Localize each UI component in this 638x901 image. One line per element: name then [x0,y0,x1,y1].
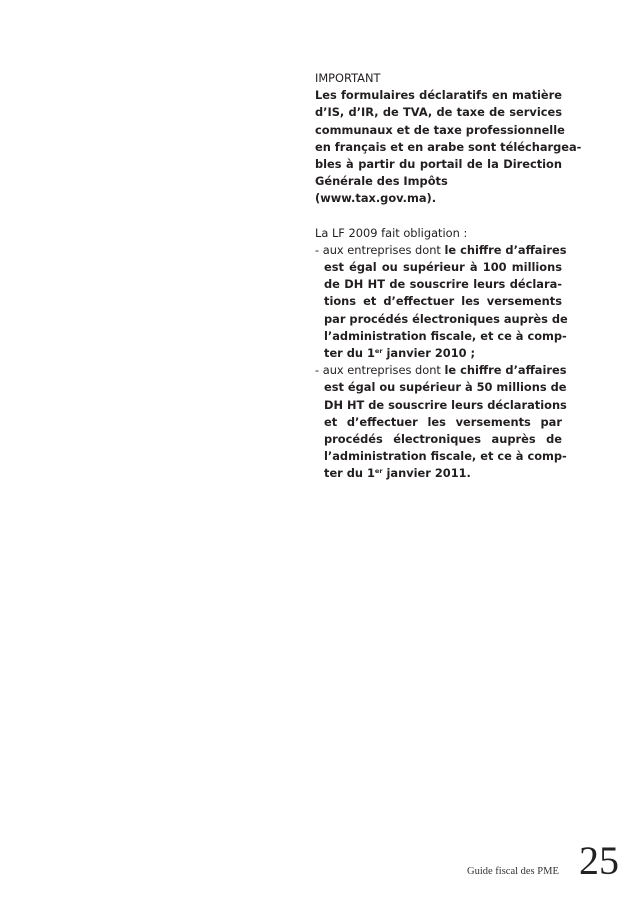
item2-date-a: ter du 1 [324,466,375,481]
item2-line-3: DH HT de souscrire leurs déclarations [324,397,567,412]
important-line-3: communaux et de taxe professionnelle [315,122,565,137]
text-column [315,70,582,483]
item2-date-b: janvier 2011. [382,466,471,481]
page-number: 25 [579,838,619,883]
item2-line-6: l’administration fiscale, et ce à comp- [324,449,567,464]
obligation-item-2 [315,362,567,482]
important-line-2: d’IS, d’IR, de TVA, de taxe de services [315,105,562,120]
item2-prefix: - aux entreprises dont [315,363,445,378]
important-line-7: (www.tax.gov.ma). [315,191,437,206]
item1-line-7 [315,345,562,362]
item2-line-7 [315,465,562,482]
important-line-6: Générale des Impôts [315,174,448,189]
item1-date-b: janvier 2010 ; [382,346,476,361]
item1-line-6: l’administration fiscale, et ce à comp- [324,328,567,343]
item2-line-2: est égal ou supérieur à 50 millions de [324,380,567,395]
item1-line-3: de DH HT de souscrire leurs déclara- [324,277,562,292]
item1-line-2: est égal ou supérieur à 100 millions [324,260,562,275]
item1-line-5: par procédés électroniques auprès de [324,311,568,326]
item2-bold-start: le chiffre d’affaires [444,363,567,378]
footer-guide-title: Guide fiscal des PME [467,866,559,877]
important-notice [315,87,582,207]
item1-line-4: tions et d’effectuer les versements [324,294,562,309]
item1-line-1 [315,242,567,259]
item2-line-5: procédés électroniques auprès de [324,432,562,447]
important-line-5: bles à partir du portail de la Direction [315,157,562,172]
item1-prefix: - aux entreprises dont [315,242,445,257]
item2-date-sup: er [374,467,383,476]
important-heading: IMPORTANT [315,71,381,85]
item2-line-1 [315,362,567,379]
obligation-item-1 [315,242,568,362]
obligation-intro: La LF 2009 fait obligation : [315,225,468,240]
item2-line-4: et d’effectuer les versements par [324,414,562,429]
important-line-4: en français et en arabe sont téléchargea- [315,139,582,154]
item1-date-a: ter du 1 [324,346,375,361]
item1-date-sup: er [374,347,383,356]
important-line-1: Les formulaires déclaratifs en matière [315,88,562,103]
paragraph-gap [315,208,562,225]
item1-bold-start: le chiffre d’affaires [444,242,567,257]
